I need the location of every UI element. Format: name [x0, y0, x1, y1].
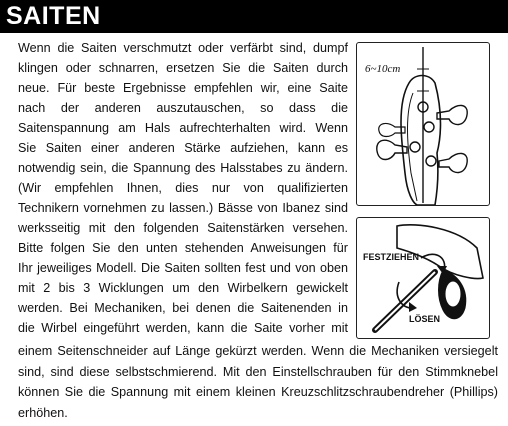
tuner-adjust-figure	[356, 217, 490, 339]
text-line: notwendig sein, die Spannung des Halsstabes zu ändern.	[18, 161, 348, 175]
text-line: Sie Saiten einer anderen Stärke aufziehen, kann es	[18, 141, 348, 155]
section-header	[0, 0, 508, 33]
text-line: klingen oder schnarren, ersetzen Sie die Saiten durch	[18, 61, 348, 75]
text-line: Saitenspannung am Hals aufrechterhalten wird. Wenn	[18, 121, 348, 135]
text-line: sind, sind diese selbstschmierend. Mit den Einstellschrauben für den Stimmknebel	[18, 364, 498, 379]
text-line: die Wirbel eingeführt werden, kann die Saite vorher mit	[18, 321, 348, 335]
text-line: Wenn die Saiten verschmutzt oder verfärbt sind, dumpf	[18, 41, 348, 55]
text-line: Ihr jeweiliges Modell. Die Saiten sollten fest und von oben	[18, 261, 348, 275]
section-title: SAITEN	[6, 2, 101, 30]
body-paragraph	[18, 38, 348, 338]
text-line: können Sie die Spannung mit einem kleinen Kreuzschlitzschraubendreher (Phillips)	[18, 385, 498, 399]
text-line: werden. Bei Mechaniken, bei denen die Saitenenden in	[18, 301, 348, 315]
text-line: einem Seitenschneider auf Länge gekürzt werden. Wenn die Mechaniken versiegelt	[18, 344, 498, 358]
text-line: nach der anderen auszutauschen, so dass die	[18, 101, 348, 115]
text-line: (Wir empfehlen Ihnen, dies nur von qualifizierten	[18, 181, 348, 195]
text-line: mit 2 bis 3 Wicklungen um den Wirbelkern gewickelt	[18, 281, 348, 295]
measure-label: 6~10cm	[365, 63, 401, 75]
body-paragraph-continued	[18, 341, 498, 423]
tighten-label: FESTZIEHEN	[363, 252, 420, 262]
text-line: Bitte folgen Sie den unten stehenden Anweisungen für	[18, 241, 348, 255]
text-line: Technikern vornehmen zu lassen.) Bässe von Ibanez sind	[18, 201, 348, 215]
text-line: neue. Für beste Ergebnisse empfehlen wir, eine Saite	[18, 81, 348, 95]
loosen-label: LÖSEN	[409, 314, 441, 324]
headstock-figure	[356, 42, 490, 206]
text-line: erhöhen.	[18, 405, 68, 420]
text-line: werksseitig mit den folgenden Saitenstärken versehen.	[18, 221, 348, 235]
